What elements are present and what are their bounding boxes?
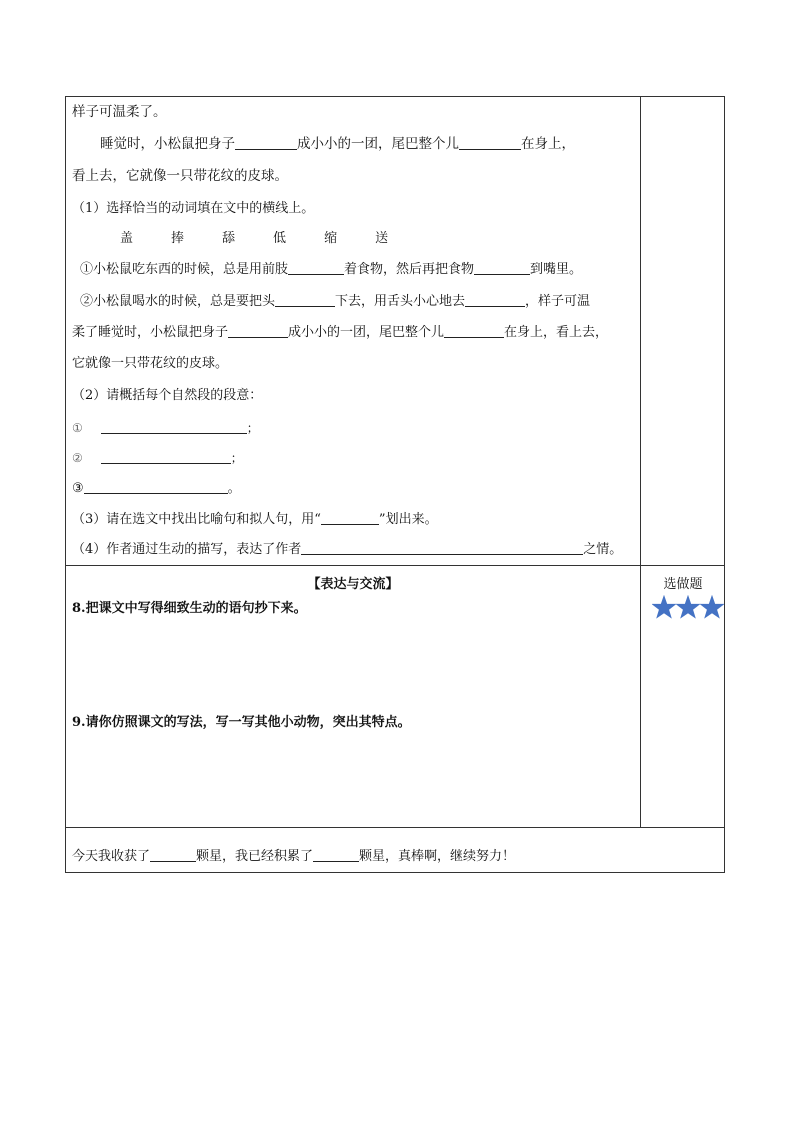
verb-options xyxy=(120,230,426,248)
verb-option: 低 xyxy=(273,231,287,246)
blank[interactable] xyxy=(101,451,231,464)
star-icon xyxy=(701,596,724,618)
blank[interactable] xyxy=(301,542,583,555)
verb-option: 舔 xyxy=(222,231,236,246)
q2-item-1: ① ； xyxy=(72,421,259,435)
star-icon xyxy=(677,596,700,618)
star-rating xyxy=(652,595,724,621)
q2-prompt: （2）请概括每个自然段的段意： xyxy=(72,388,263,403)
blank[interactable] xyxy=(321,512,379,525)
row-divider-2 xyxy=(66,827,724,828)
q4-prompt: （4）作者通过生动的描写，表达了作者 之情。 xyxy=(72,542,623,557)
q2-item-2: ② ； xyxy=(72,451,243,465)
passage-line-2: 睡觉时，小松鼠把身子 成小小的一团，尾巴整个儿 在身上， xyxy=(100,136,575,152)
blank[interactable] xyxy=(444,325,504,338)
star-icon xyxy=(653,596,676,618)
worksheet-table xyxy=(65,96,725,873)
blank[interactable] xyxy=(465,294,525,307)
q3-prompt: （3）请在选文中找出比喻句和拟人句，用“ ”划出来。 xyxy=(72,512,438,527)
blank[interactable] xyxy=(150,849,196,862)
star-summary: 今天我收获了 颗星，我已经积累了 颗星，真棒啊，继续努力！ xyxy=(72,849,516,864)
blank[interactable] xyxy=(275,294,335,307)
blank[interactable] xyxy=(474,262,530,275)
verb-option: 送 xyxy=(375,231,389,246)
passage-line-1: 样子可温柔了。 xyxy=(72,104,167,120)
verb-option: 捧 xyxy=(171,231,185,246)
blank[interactable] xyxy=(235,137,297,150)
blank[interactable] xyxy=(101,421,247,434)
q8-prompt: 8.把课文中写得细致生动的语句抄下来。 xyxy=(72,601,307,616)
blank[interactable] xyxy=(288,262,344,275)
q1-sentence-1: ①小松鼠吃东西的时候，总是用前肢 着食物，然后再把食物 到嘴里。 xyxy=(80,262,583,277)
q1-prompt: （1）选择恰当的动词填在文中的横线上。 xyxy=(72,201,315,216)
section-title: 【表达与交流】 xyxy=(307,577,399,592)
column-divider xyxy=(640,97,641,827)
verb-option: 盖 xyxy=(120,231,134,246)
blank[interactable] xyxy=(84,481,228,494)
blank[interactable] xyxy=(459,137,521,150)
q9-prompt: 9.请你仿照课文的写法，写一写其他小动物，突出其特点。 xyxy=(72,715,411,730)
blank[interactable] xyxy=(228,325,288,338)
q2-item-3: ③ 。 xyxy=(72,481,241,496)
q1-sentence-3: 柔了睡觉时，小松鼠把身子 成小小的一团，尾巴整个儿 在身上，看上去， xyxy=(72,325,609,340)
optional-label: 选做题 xyxy=(663,577,703,592)
passage-line-3: 看上去，它就像一只带花纹的皮球。 xyxy=(72,168,288,184)
q1-sentence-4: 它就像一只带花纹的皮球。 xyxy=(72,356,229,371)
blank[interactable] xyxy=(313,849,359,862)
row-divider-1 xyxy=(66,565,724,566)
q1-sentence-2: ②小松鼠喝水的时候，总是要把头 下去，用舌头小心地去 ，样子可温 xyxy=(80,294,591,309)
verb-option: 缩 xyxy=(324,231,338,246)
